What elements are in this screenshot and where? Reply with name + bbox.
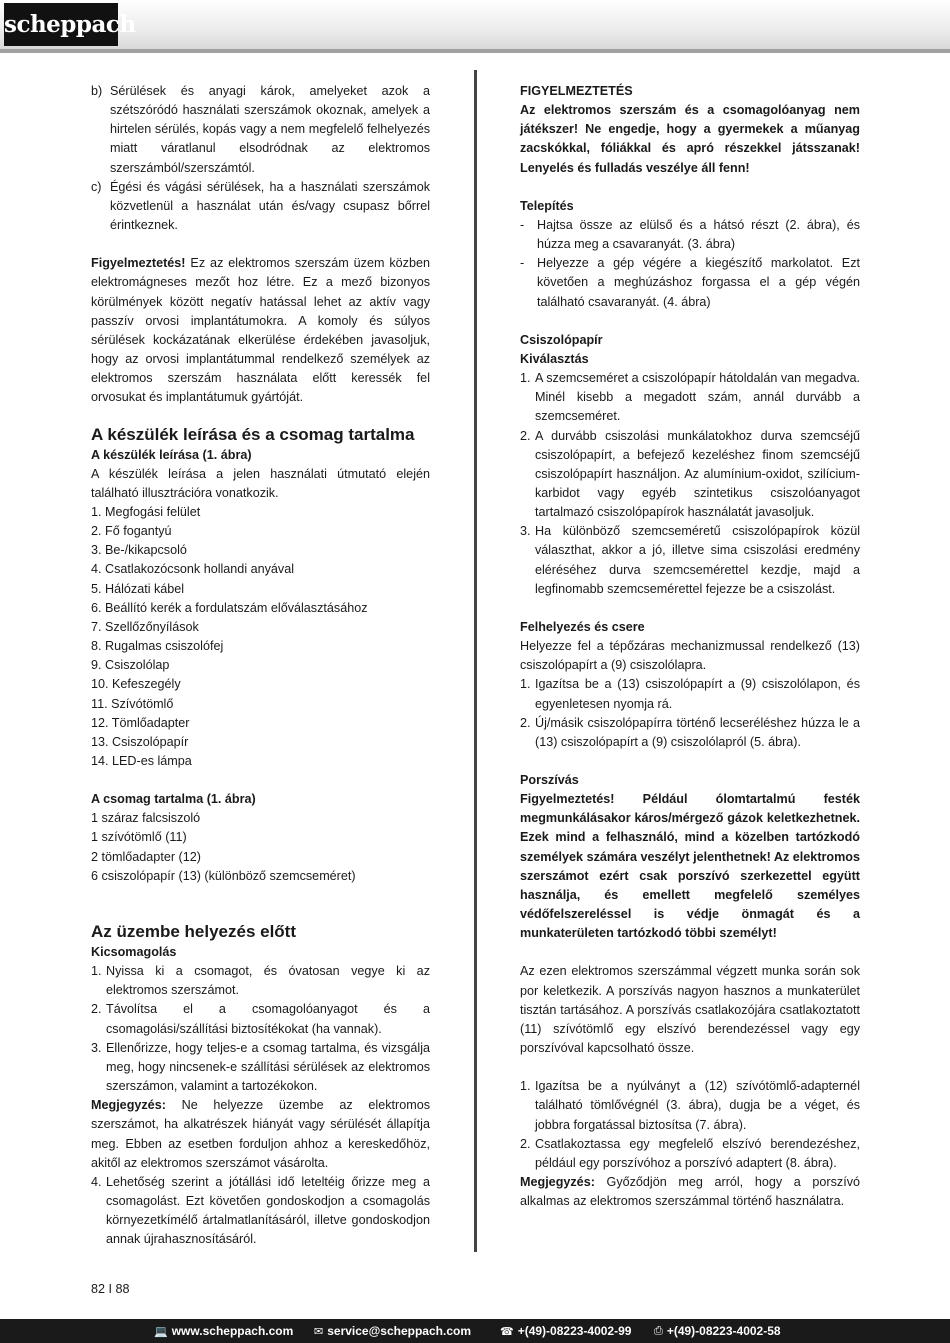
subheading: Porszívás [520, 773, 579, 787]
list-item: 3. Ha különböző szemcseméretű csiszolópapírok közül választhat, akkor a jó, illetve sima csiszolási eredmény eléréséhez durva szemcsemérettel kezdje, majd a legfinomabb szemcsemérettel fejezze be a csiszolást. [520, 524, 860, 596]
warning-heading: FIGYELMEZTETÉS [520, 84, 633, 98]
footer-web[interactable]: 💻 www.scheppach.com [154, 1324, 294, 1338]
footer-phone: ☎ +(49)-08223-4002-99 [500, 1324, 632, 1338]
list-item: 1 szívótömlő (11) [91, 830, 187, 845]
list-item: 2. Fő fogantyú [91, 524, 172, 539]
list-item: 2. A durvább csiszolási munkálatokhoz durva szemcséjű csiszolópapírt, a befejező kezeléshez finom szemcséjű csiszolópapírt használjon. Az alumínium-oxidot, szilícium-karbidot vagy egyéb szintetikus csiszolóanyagot tartalmazó csiszolópapírok használatát javasoljuk. [520, 428, 860, 520]
list-item: 6 csiszolópapír (13) (különböző szemcseméret) [91, 868, 356, 883]
list-item: b) Sérülések és anyagi károk, amelyeket azok a szétszóródó használati szerszámok okoznak, amelyek a hirtelen sérülés, kopás vagy a nem megfelelő felhelyezés miatt váratlanul elsodródnak az elektromos szerszámból/szerszámtól. [91, 84, 430, 175]
list-item: - Hajtsa össze az elülső és a hátsó részt (2. ábra), és húzza meg a csavaranyát. (3. ábra) [520, 217, 860, 252]
emf-warning: Figyelmeztetés! Ez az elektromos szerszám üzem közben elektromágneses mezőt hoz létre. Ez a mező bizonyos körülmények között negatív hatással lehet az aktív vagy passzív orvosi implantátumokra. A komoly és súlyos sérülések kockázatának elkerülése érdekében javasoljuk, hogy az orvosi implantátummal rendelkező személyek az elektromos szerszám használata előtt keressék fel orvosukat és implantátumuk gyártóját. [91, 256, 430, 405]
list-item: 7. Szellőzőnyílások [91, 619, 199, 634]
list-item: 2 tömlőadapter (12) [91, 849, 201, 864]
page-footer [0, 1319, 950, 1343]
list-item: 14. LED-es lámpa [91, 754, 192, 768]
list-item: 4. Csatlakozócsonk hollandi anyával [91, 562, 295, 577]
list-item: 1. A szemcseméret a csiszolópapír hátoldalán van megadva. Minél kisebb a megadott szám, annál durvább a szemcseméret. [520, 371, 860, 424]
scheppach-logo: scheppach [4, 3, 118, 46]
page-header [0, 0, 950, 50]
list-item: 3. Be-/kikapcsoló [91, 543, 187, 558]
subheading: A csomag tartalma (1. ábra) [91, 792, 256, 807]
warning-text: Az elektromos szerszám és a csomagolóanyag nem játékszer! Ne engedje, hogy a gyermekek a műanyag zacskókkal, fóliákkal és apró részekkel játsszanak! Lenyelés és fulladás veszélye áll fenn! [520, 103, 860, 175]
parts-list [91, 503, 430, 771]
subheading: Kicsomagolás [91, 944, 177, 959]
section-title-startup: Az üzembe helyezés előtt [91, 921, 297, 941]
list-item: 9. Csiszolólap [91, 658, 170, 673]
list-item: 2. Csatlakoztassa egy megfelelő elszívó berendezéshez, például egy porszívóhoz a porszívó adaptert (8. ábra). [520, 1136, 860, 1170]
list-item: 1. Nyissa ki a csomagot, és óvatosan vegye ki az elektromos szerszámot. [91, 964, 430, 998]
footer-email[interactable]: ✉ service@scheppach.com [314, 1324, 471, 1338]
paragraph: Az ezen elektromos szerszámmal végzett munka során sok por keletkezik. A porszívás nagyon hasznos a munkaterület tisztán tartásához. A porszívás csatlakozójára csatlakoztatott (11) szívótömlő egy elszívó berendezéssel vagy egy porszívóval kapcsolható össze. [520, 964, 860, 1056]
list-item: 5. Hálózati kábel [91, 581, 185, 596]
note: Megjegyzés: Győződjön meg arról, hogy a porszívó alkalmas az elektromos szerszámmal történő használatra. [520, 1174, 860, 1209]
list-item: 2. Távolítsa el a csomagolóanyagot és a csomagolási/szállítási biztosítékokat (ha vannak). [91, 1002, 430, 1036]
list-item: 11. Szívótömlő [91, 696, 174, 711]
list-item: 1. Igazítsa be a (13) csiszolópapírt a (9) csiszolólapon, és egyenletesen nyomja rá. [520, 677, 860, 711]
list-item: 10. Kefeszegély [91, 677, 181, 692]
list-item: 1. Igazítsa be a nyúlványt a (12) szívótömlő-adapternél található tömlővégnél (3. ábra), dugja be a véget, és jobbra forgatással biztosítsa (7. ábra). [520, 1079, 860, 1132]
fax-icon: ⎙ [654, 1324, 663, 1337]
footer-fax: ⎙ +(49)-08223-4002-58 [654, 1324, 781, 1338]
list-item: 4. Lehetőség szerint a jótállási idő leteltéig őrizze meg a csomagolást. Ezt követően gondoskodjon a csomagolás környezetkímélő ártalmatlanításáról, illetve gondoskodjon annak újrahasznosításáról. [91, 1174, 430, 1247]
list-item: - Helyezze a gép végére a kiegészítő markolatot. Ezt követően a meghúzáshoz forgassa el a gép végén található csavaranyát. (4. ábra) [520, 256, 860, 309]
list-item: 3. Ellenőrizze, hogy teljes-e a csomag tartalma, és vizsgálja meg, hogy nincsenek-e szállítási sérülések az elektromos szerszámon, valamint a tartozékokon. [91, 1040, 430, 1094]
vacuum-warning: Figyelmeztetés! Például ólomtartalmú festék megmunkálásakor káros/mérgező gázok keletkezhetnek. Ezek mind a felhasználó, mind a közelben tartózkodó személyek számára veszélyt jelenthetnek! Az elektromos szerszámot ezért csak porszívó szerkezettel együtt használja, és emellett megfelelő személyes védőfelszereléssel is védje önmagát és a munkaterületen tartózkodó többi személyt! [520, 792, 860, 941]
package-list [91, 809, 430, 886]
list-item: 12. Tömlőadapter [91, 715, 190, 730]
subheading: Felhelyezés és csere [520, 619, 645, 634]
subheading: Kiválasztás [520, 351, 589, 366]
list-item: c) Égési és vágási sérülések, ha a használati szerszámok közvetlenül a használat után és/vagy csupasz bőrrel érintkeznek. [91, 179, 430, 233]
section-title-description: A készülék leírása és a csomag tartalma [91, 424, 415, 444]
list-item: 13. Csiszolópapír [91, 734, 189, 749]
list-item: 1. Megfogási felület [91, 504, 201, 519]
list-item: 6. Beállító kerék a fordulatszám előválasztásához [91, 600, 368, 615]
note: Megjegyzés: Ne helyezze üzembe az elektromos szerszámot, ha alkatrészek hiányát vagy sérülését állapítja meg. Ebben az esetben forduljon ahhoz a kereskedőhöz, akitől az elektromos szerszámot vásárolta. [91, 1098, 430, 1170]
mail-icon: ✉ [314, 1325, 324, 1338]
subheading: Csiszolópapír [520, 332, 603, 347]
subheading: A készülék leírása (1. ábra) [91, 447, 252, 462]
column-divider [474, 70, 477, 1252]
list-item: 2. Új/másik csiszolópapírra történő lecseréléshez húzza le a (13) csiszolópapírt a (9) csiszolólapról (5. ábra). [520, 715, 860, 749]
left-column [91, 82, 430, 1249]
subheading: Telepítés [520, 198, 574, 213]
computer-icon: 💻 [154, 1325, 168, 1338]
right-column [520, 82, 860, 1211]
header-rule [0, 49, 950, 53]
list-item: 8. Rugalmas csiszolófej [91, 639, 224, 654]
paragraph: A készülék leírása a jelen használati útmutató elején található illusztrációra vonatkozik. [91, 466, 430, 500]
page-number: 82 I 88 [91, 1282, 130, 1296]
phone-icon: ☎ [500, 1325, 514, 1338]
list-item: 1 száraz falcsiszoló [91, 811, 201, 826]
paragraph: Helyezze fel a tépőzáras mechanizmussal rendelkező (13) csiszolópapírt a (9) csiszolólapra. [520, 639, 860, 673]
